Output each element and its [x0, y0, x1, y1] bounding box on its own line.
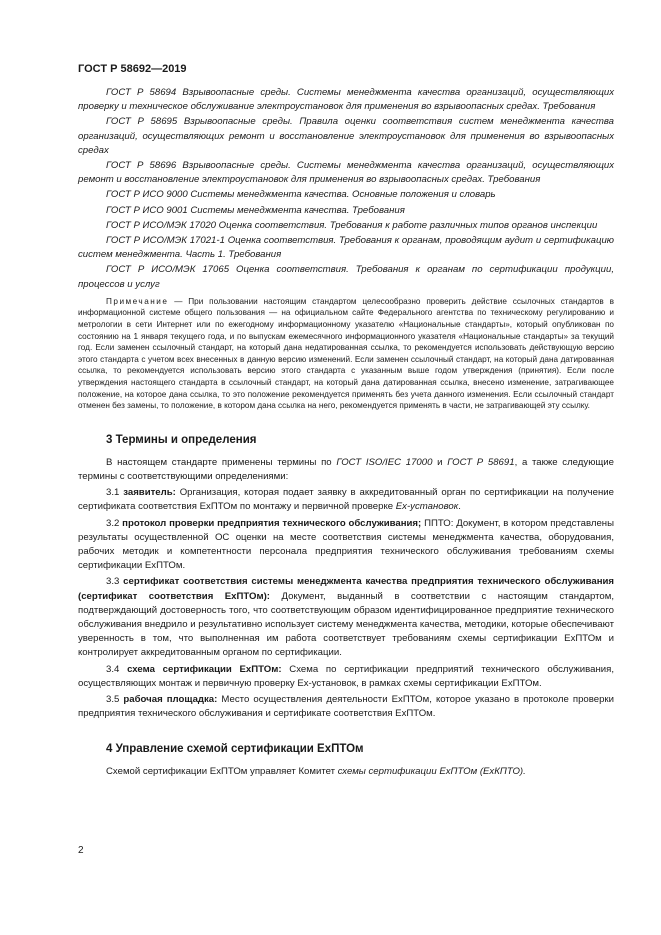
definition-item [78, 693, 614, 721]
note-text: — При пользовании настоящим стандартом целесообразно проверить действие ссылочных стандартов в информационной системе общего пользования — на официальном сайте Федерального агентства по техническому регулированию и метрологии в сети Интернет или по ежегодному информационному указателю «Национальные стандарты», который опубликован по состоянию на 1 января текущего года, и по выпускам ежемесячного информационного указателя «Национальные стандарты» за текущий год. Если заменен ссылочный стандарт, на который дана недатированная ссылка, то рекомендуется использовать действующую версию этого стандарта с учетом всех внесенных в данную версию изменений. Если заменен ссылочный стандарт, на который дана датированная ссылка, то рекомендуется использовать версию этого стандарта с указанным выше годом утверждения (принятия). Если после утверждения настоящего стандарта в ссылочный стандарт, на который дана датированная ссылка, внесено изменение, затрагивающее положение, на которое дана ссылка, то это положение рекомендуется применять без учета данного изменения. Если ссылочный стандарт отменен без замены, то положение, в котором дана ссылка на него, рекомендуется применять в части, не затрагивающей эту ссылку. [78, 296, 614, 411]
intro-text: и [432, 456, 448, 468]
intro-reference: ГОСТ Р 58691 [447, 456, 515, 468]
definition-term: протокол проверки предприятия технического обслуживания; [122, 517, 422, 529]
reference-item: ГОСТ Р ИСО 9000 Системы менеджмента качества. Основные положения и словарь [106, 189, 496, 201]
definition-item [78, 486, 614, 514]
definition-number: 3.1 [106, 487, 124, 499]
definition-item [78, 517, 614, 574]
definition-item [78, 663, 614, 691]
definition-number: 3.5 [106, 694, 124, 706]
note-paragraph [78, 296, 614, 412]
page-number: 2 [78, 845, 84, 856]
intro-reference: ГОСТ ISO/IEC 17000 [336, 456, 433, 468]
section-4-text-part: Схемой сертификации ExПТОм управляет Комитет [106, 766, 338, 778]
definition-number: 3.2 [106, 517, 123, 529]
definition-text: Схема по сертификации предприятий технического обслуживания, осуществляющих монтаж и первичную проверку Ex-установок, в рамках схемы сертификации ExПТОм. [78, 663, 615, 689]
definition-term: заявитель: [123, 487, 176, 499]
intro-text: В настоящем стандарте применены термины по [106, 456, 337, 468]
definition-number: 3.3 [106, 576, 124, 588]
page-content [78, 86, 614, 780]
reference-item: ГОСТ Р 58694 Взрывоопасные среды. Системы менеджмента качества организаций, осуществляющих проверку и техническое обслуживание электроустановок для применения во взрывоопасных средах. Требования [78, 87, 614, 113]
reference-item: ГОСТ Р 58696 Взрывоопасные среды. Системы менеджмента качества организаций, осуществляющих ремонт и восстановление электроустановок для применения во взрывоопасных средах. Требования [78, 160, 614, 186]
section-3-heading: 3 Термины и определения [106, 433, 257, 446]
definition-term: сертификат соответствия системы менеджмента качества предприятия технического обслуживания (сертификат соответствия ExПТОм): [78, 576, 614, 602]
definition-item [78, 575, 614, 660]
document-header: ГОСТ Р 58692—2019 [78, 63, 187, 75]
definition-number: 3.4 [106, 663, 128, 675]
definition-text: Место осуществления деятельности ExПТОм, которое указано в протоколе проверки предприятия технического обслуживания и сертификате соответствия ExПТОм. [78, 694, 614, 720]
intro-text: , а также следующие термины с соответствующими определениями: [78, 456, 614, 482]
definition-text: Организация, которая подает заявку в аккредитованный орган по сертификации на получение сертификата соответствия ExПТОм по монтажу и первичной проверке [78, 487, 614, 513]
definition-text: ППТО: Документ, в котором представлены результаты осуществленной ОС оценки на месте соответствия системы менеджмента качества, оборудования, рабочих методик и компетентности персонала предприятия технического обслуживания требованиям схемы сертификации ExПТОм. [78, 517, 614, 572]
definition-tail: . [458, 501, 461, 513]
definition-term: рабочая площадка: [123, 694, 218, 706]
section-4-heading: 4 Управление схемой сертификации ExПТОм [106, 743, 364, 756]
note-label: Примечание [106, 296, 169, 306]
section-4-italic: схемы сертификации ExПТОм (ExКПТО). [337, 766, 526, 778]
definitions-list [78, 456, 614, 722]
reference-item: ГОСТ Р ИСО 9001 Системы менеджмента качества. Требования [106, 204, 405, 216]
reference-item: ГОСТ Р ИСО/МЭК 17021-1 Оценка соответствия. Требования к органам, проводящим аудит и сертификацию систем менеджмента. Часть 1. Требования [78, 235, 614, 261]
reference-item: ГОСТ Р ИСО/МЭК 17065 Оценка соответствия. Требования к органам по сертификации продукции, процессов и услуг [78, 264, 614, 290]
section-4-text [78, 765, 614, 779]
definition-term: схема сертификации ExПТОм: [127, 663, 282, 675]
definition-italic: Ex-установок [395, 501, 459, 513]
reference-list [78, 86, 614, 292]
reference-item: ГОСТ Р 58695 Взрывоопасные среды. Правила оценки соответствия систем менеджмента качества организаций, осуществляющих ремонт и восстановление электроустановок для применения во взрывоопасных средах [78, 116, 614, 156]
definition-text: Документ, выданный в соответствии с настоящим стандартом, подтверждающий достоверность того, что соответствующим образом идентифицированное предприятие технического обслуживания внедрило и результативно использует систему менеджмента качества, методики, которые обеспечивают уверенность в том, что выполненная им работа соответствует требованиям схемы сертификации ExПТОм и контролирует аккредитованным органом по сертификации. [78, 590, 614, 659]
section-3-intro [78, 456, 614, 484]
reference-item: ГОСТ Р ИСО/МЭК 17020 Оценка соответствия. Требования к работе различных типов органов инспекции [106, 219, 598, 231]
